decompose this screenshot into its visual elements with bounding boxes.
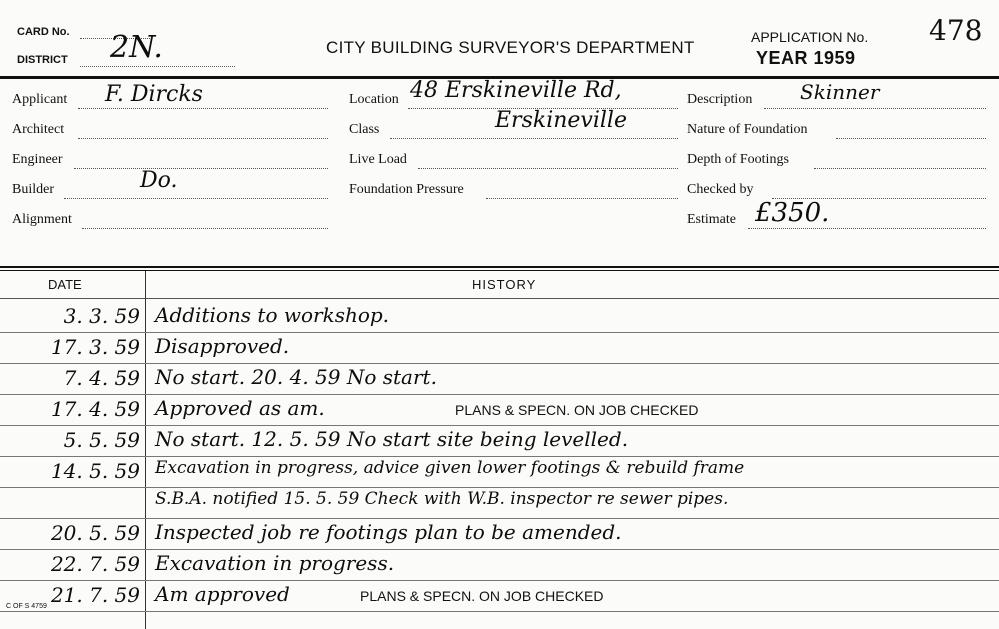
nature-of-foundation-line [836, 138, 986, 139]
foundation-pressure-label: Foundation Pressure [349, 182, 464, 197]
foundation-pressure-line [486, 198, 678, 199]
row-date: 21. 7. 59 [50, 583, 140, 607]
district-line [80, 66, 235, 67]
row-date: 17. 4. 59 [50, 397, 140, 421]
row-date: 20. 5. 59 [50, 521, 140, 545]
history-column-header: HISTORY [472, 277, 537, 292]
row-history-text: No start. 12. 5. 59 No start site being levelled. [155, 427, 629, 451]
row-history-text: Excavation in progress, advice given lower footings & rebuild frame [155, 458, 745, 478]
location-label: Location [349, 92, 399, 107]
estimate-line [748, 228, 986, 229]
row-rule [0, 425, 999, 426]
builder-value: Do. [140, 168, 178, 193]
class-label: Class [349, 122, 380, 137]
row-date: 17. 3. 59 [50, 335, 140, 359]
year-label: YEAR 1959 [756, 48, 856, 68]
architect-line [78, 138, 328, 139]
row-rule [0, 394, 999, 395]
alignment-label: Alignment [12, 212, 72, 227]
district-value: 2N. [110, 30, 163, 65]
applicant-label: Applicant [12, 92, 68, 107]
estimate-label: Estimate [687, 212, 736, 227]
alignment-line [82, 228, 328, 229]
row-rule [0, 487, 999, 488]
row-rule [0, 549, 999, 550]
row-rule [0, 611, 999, 612]
row-date: 5. 5. 59 [63, 428, 140, 452]
location-value: 48 Erskineville Rd, [410, 78, 622, 103]
depth-of-footings-label: Depth of Footings [687, 152, 789, 167]
engineer-line [74, 168, 328, 169]
row-history-text: Additions to workshop. [155, 303, 390, 327]
row-rule [0, 332, 999, 333]
column-divider [145, 271, 146, 629]
row-history-text: Excavation in progress. [155, 551, 395, 575]
row-date: 7. 4. 59 [63, 366, 140, 390]
row-rule [0, 363, 999, 364]
engineer-label: Engineer [12, 152, 63, 167]
application-no-value: 478 [929, 14, 983, 47]
table-top-rule [0, 266, 999, 268]
row-rule [0, 518, 999, 519]
builder-label: Builder [12, 182, 54, 197]
form-code: C OF S 4759 [6, 603, 47, 610]
row-history-text: Disapproved. [155, 334, 290, 358]
description-value: Skinner [800, 80, 880, 104]
application-no-label: APPLICATION No. [751, 29, 869, 45]
applicant-line [78, 108, 328, 109]
nature-of-foundation-label: Nature of Foundation [687, 122, 808, 137]
estimate-value: £350. [755, 198, 830, 228]
row-history-text: Inspected job re footings plan to be amended. [155, 520, 622, 544]
row-date: 14. 5. 59 [50, 459, 140, 483]
department-title: CITY BUILDING SURVEYOR'S DEPARTMENT [326, 38, 695, 57]
row-stamp: PLANS & SPECN. ON JOB CHECKED [455, 402, 699, 418]
row-history-text: S.B.A. notified 15. 5. 59 Check with W.B. inspector re sewer pipes. [155, 489, 729, 509]
row-history-text: No start. 20. 4. 59 No start. [155, 365, 437, 389]
checked-by-label: Checked by [687, 182, 754, 197]
table-top-rule-2 [0, 270, 999, 271]
location-value-line2: Erskineville [495, 108, 627, 133]
depth-of-footings-line [814, 168, 986, 169]
description-label: Description [687, 92, 753, 107]
row-history-text: Approved as am. [155, 396, 325, 420]
row-rule [0, 580, 999, 581]
row-date: 22. 7. 59 [50, 552, 140, 576]
applicant-value: F. Dircks [105, 82, 203, 107]
class-line [390, 138, 678, 139]
header-bottom-rule [0, 298, 999, 299]
card-no-label: CARD No. [17, 26, 70, 38]
row-stamp: PLANS & SPECN. ON JOB CHECKED [360, 588, 604, 604]
live-load-label: Live Load [349, 152, 407, 167]
row-date: 3. 3. 59 [63, 304, 140, 328]
description-line [764, 108, 986, 109]
architect-label: Architect [12, 122, 65, 137]
date-column-header: DATE [48, 277, 82, 292]
row-rule [0, 456, 999, 457]
row-history-text: Am approved [155, 582, 290, 606]
district-label: DISTRICT [17, 54, 68, 66]
live-load-line [418, 168, 678, 169]
builder-line [64, 198, 328, 199]
